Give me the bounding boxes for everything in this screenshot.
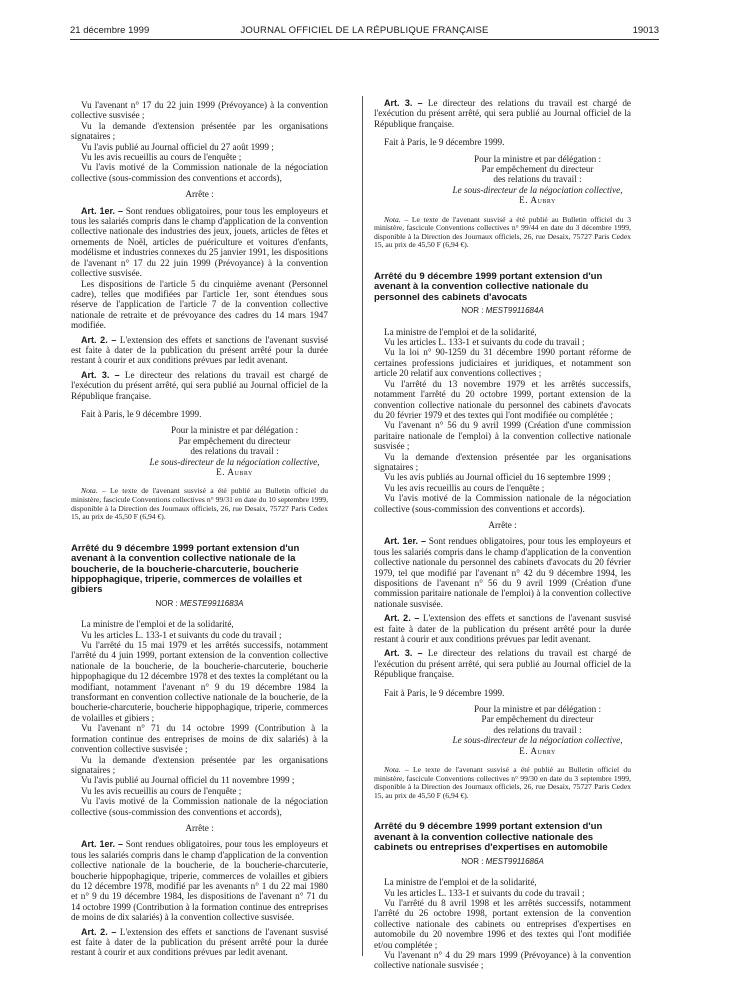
decree-title: Arrêté du 9 décembre 1999 portant extension d'un avenant à la convention collective nationale du personnel des cabinets d'avocats (374, 271, 603, 303)
nor-reference (71, 599, 328, 609)
article-1 (374, 536, 631, 609)
article-label: Art. 3. – (384, 98, 423, 108)
article-label: Art. 2. – (81, 334, 117, 345)
arrete-heading: Arrête : (185, 189, 214, 200)
nor-label: NOR : (155, 598, 178, 608)
article-label: Art. 1er. – (81, 205, 123, 216)
left-column (71, 100, 328, 958)
nor-label: NOR : (461, 856, 484, 866)
signature-line: Pour la ministre et par délégation : (473, 704, 602, 715)
nota-label: Nota. (384, 765, 401, 775)
nor-code: MEST9911686A (485, 856, 544, 866)
article-label: Art. 2. – (384, 613, 420, 624)
article-text: L'extension des effets et sanctions de l'avenant susvisé est faite à dater de la publication du présent arrêté pour la durée restant à courir et aux conditions prévues par ledit avenant. (71, 926, 329, 958)
paragraph: Vu les articles L. 133-1 et suivants du code du travail ; (384, 887, 585, 898)
paragraph: Vu l'avis publié au Journal officiel du 27 août 1999 ; (81, 141, 274, 152)
paragraph: Vu la demande d'extension présentée par les organisations signataires ; (374, 451, 631, 472)
nor-reference (374, 857, 631, 867)
article-text: Le directeur des relations du travail est chargé de l'exécution du présent arrêté, qui sera publié au Journal officiel de la République française. (71, 369, 328, 401)
right-column (374, 98, 631, 971)
nor-code: MEST9911684A (485, 306, 544, 316)
signatory-name: E. Aubry (519, 195, 556, 206)
paragraph: Les dispositions de l'article 5 du cinquième avenant (Personnel cadre), telles que modifiées par l'article 1er, sont étendues sous réserve de l'application de l'article 7 de la convention collective nationale de retraite et de prévoyance des cadres du 14 mars 1947 modifiée. (71, 278, 328, 331)
paragraph: Vu l'avenant n° 17 du 22 juin 1999 (Prévoyance) à la convention collective susvisée ; (71, 100, 328, 121)
arrete-heading: Arrête : (488, 519, 517, 530)
nota-text: – Le texte de l'avenant susvisé a été publié au Bulletin officiel du ministère, fascicule Conventions collectives n° 99/31 en date du 10 septembre 1999, disponible à la Direction des Journaux officiels, 26, rue Desaix, 75727 Paris Cedex 15, au prix de 45,50 F (6,94 €). (71, 486, 328, 522)
article-text: Le directeur des relations du travail est chargé de l'exécution du présent arrêté, qui sera publié au Journal officiel de la République française. (374, 648, 631, 680)
header-journal-title: JOURNAL OFFICIEL DE LA RÉPUBLIQUE FRANÇAISE (240, 25, 489, 36)
header-page-number: 19013 (632, 25, 659, 36)
paragraph: Vu les avis publiés au Journal officiel du 16 septembre 1999 ; (384, 472, 611, 483)
nota-note (71, 487, 328, 521)
signature-place-date: Fait à Paris, le 9 décembre 1999. (81, 408, 202, 419)
signature-line: Par empêchement du directeur (178, 435, 291, 446)
paragraph: Vu l'avis motivé de la Commission nationale de la négociation collective (sous-commission des conventions et accords), (71, 162, 328, 183)
paragraph: Vu les avis recueillis au cours de l'enquête ; (81, 785, 242, 796)
article-text: Sont rendues obligatoires, pour tous les employeurs et tous les salariés compris dans le champ d'application de la convention collective nationale du personnel des cabinets d'avocats du 20 février 1979, tel que modifié par l'avenant n° 42 du 9 décembre 1994, les dispositions de l'avenant n° 56 du 9 avril 1999 (Création d'une commission paritaire nationale de l'emploi) à la convention collective nationale susvisée. (374, 536, 631, 609)
article-label: Art. 1er. – (81, 839, 123, 850)
paragraph: Vu les articles L. 133-1 et suivants du code du travail ; (384, 337, 585, 348)
signature-line: Par empêchement du directeur (481, 164, 594, 175)
header-date: 21 décembre 1999 (70, 25, 150, 36)
paragraph: Vu les avis recueillis au cours de l'enquête ; (384, 482, 545, 493)
article-2 (374, 613, 631, 644)
paragraph: La ministre de l'emploi et de la solidarité, (384, 877, 537, 888)
article-2 (71, 927, 328, 958)
signatory-name: E. Aubry (216, 467, 253, 477)
paragraph: Vu l'avenant n° 56 du 9 avril 1999 (Création d'une commission paritaire nationale de l'emploi) à la convention collective nationale susvisée ; (374, 420, 631, 452)
paragraph: Vu les articles L. 133-1 et suivants du code du travail ; (81, 629, 282, 640)
paragraph: Vu l'avis publié au Journal officiel du 11 novembre 1999 ; (81, 775, 295, 786)
page-header (70, 25, 659, 40)
article-text: Sont rendues obligatoires, pour tous les employeurs et tous les salariés compris dans le champ d'application de la convention collective nationale des industries des jeux, jouets, articles de fêtes et ornements de Noël, articles de puériculture et voitures d'enfants, modélisme et industries connexes du 25 janvier 1991, les dispositions de l'avenant n° 17 du 22 juin 1999 (Prévoyance) à la convention collective susvisée. (71, 205, 328, 279)
signature-place-date: Fait à Paris, le 9 décembre 1999. (384, 687, 505, 698)
decree-title: Arrêté du 9 décembre 1999 portant extension d'un avenant à la convention collective nationale de la boucherie, de la boucherie-charcuterie, boucherie hippophagique, triperie, commerces de volailles et gibiers (71, 542, 302, 596)
decree-title: Arrêté du 9 décembre 1999 portant extension d'un avenant à la convention collective nationale des cabinets ou entreprises d'expertises en automobile (374, 821, 608, 854)
signature-title: Le sous-directeur de la négociation collective, (452, 735, 623, 746)
signature-line: Pour la ministre et par délégation : (170, 425, 299, 436)
signature-line: des relations du travail : (493, 724, 582, 735)
paragraph: Vu la demande d'extension présentée par les organisations signataires ; (71, 120, 328, 142)
article-1 (71, 839, 328, 922)
signature-line: des relations du travail : (190, 446, 279, 457)
signature-line: Pour la ministre et par délégation : (473, 153, 602, 164)
article-label: Art. 3. – (384, 648, 423, 659)
nor-reference (374, 306, 631, 316)
column-divider (362, 96, 363, 956)
article-text: Sont rendues obligatoires, pour tous les employeurs et tous les salariés compris dans le champ d'application de la convention collective nationale de la boucherie, de la boucherie-charcuterie, boucherie hippophagique, triperie, commerces de volailles et gibiers du 12 décembre 1978, modifié par les avenants n° 1 du 22 mai 1980 et n° 9 du 19 décembre 1984, les dispositions de l'avenant n° 71 du 14 octobre 1999 (Contribution à la formation continue des entreprises de moins de dix salariés) à la convention collective susvisée. (71, 839, 328, 923)
article-3 (374, 98, 631, 129)
nota-label: Nota. (81, 486, 98, 496)
paragraph: Vu l'arrêté du 8 avril 1998 et les arrêtés successifs, notamment l'arrêté du 26 octobre 1998, portant extension de la convention collective nationale des cabinets ou entreprises d'expertises en automobile du 20 novembre 1996 et des textes qui l'ont modifiée et/ou complétée ; (374, 897, 631, 950)
signature-title: Le sous-directeur de la négociation collective, (452, 184, 623, 195)
article-3 (71, 370, 328, 401)
signature-block (374, 154, 631, 206)
paragraph: Vu les avis recueillis au cours de l'enquête ; (81, 152, 242, 163)
article-label: Art. 1er. – (384, 536, 426, 547)
article-text: Le directeur des relations du travail est chargé de l'exécution du présent arrêté, qui sera publié au Journal officiel de la République française. (374, 98, 631, 129)
nor-label: NOR : (461, 306, 484, 316)
paragraph: La ministre de l'emploi et de la solidarité, (81, 619, 234, 630)
signatory-name: E. Aubry (519, 745, 556, 756)
paragraph: La ministre de l'emploi et de la solidarité, (384, 326, 537, 337)
nota-note (374, 216, 631, 250)
nota-text: – Le texte de l'avenant susvisé a été publié au Bulletin officiel du 3 ministère, fascicule Conventions collectives n° 99/44 en date du 3 décembre 1999, disponible à la Direction des Journaux officiels, 26, rue Desaix, 75727 Paris Cedex 15, au prix de 45,50 F (6,94 €). (374, 214, 631, 250)
article-1 (71, 206, 328, 279)
signature-block (71, 425, 328, 477)
signature-place-date: Fait à Paris, le 9 décembre 1999. (384, 137, 505, 148)
article-label: Art. 2. – (81, 926, 117, 937)
article-text: L'extension des effets et sanctions de l'avenant susvisé est faite à dater de la publication du présent arrêté pour la durée restant à courir et aux conditions prévues par ledit avenant. (71, 334, 329, 366)
nor-code: MESTE9911683A (180, 598, 244, 608)
nota-label: Nota. (384, 214, 401, 224)
paragraph: Vu l'avis motivé de la Commission nationale de la négociation collective (sous-commission des conventions et accords), (71, 796, 328, 817)
article-text: L'extension des effets et sanctions de l'avenant susvisé est faite à dater de la publication du présent arrêté pour la durée restant à courir et aux conditions prévues par ledit avenant. (374, 613, 632, 645)
arrete-heading: Arrête : (185, 822, 214, 833)
article-label: Art. 3. – (81, 369, 120, 380)
paragraph: Vu l'arrêté du 13 novembre 1979 et les arrêtés successifs, notamment l'arrêté du 20 octobre 1999, portant extension de la convention collective nationale du personnel des cabinets d'avocats du 20 février 1979 et des textes qui l'ont modifiée ou complétée ; (374, 378, 631, 420)
paragraph: Vu l'avis motivé de la Commission nationale de la négociation collective (sous-commission des conventions et accords). (374, 493, 631, 514)
paragraph: Vu l'avenant n° 4 du 29 mars 1999 (Prévoyance) à la convention collective nationale susvisée ; (374, 949, 631, 971)
nota-note (374, 766, 631, 800)
article-3 (374, 648, 631, 679)
signature-title: Le sous-directeur de la négociation collective, (149, 456, 320, 467)
nota-text: – Le texte de l'avenant susvisé a été publié au Bulletin officiel du ministère, fascicule Conventions collectives n° 99/30 en date du 3 septembre 1999, disponible à la Direction des Journaux officiels, 26, rue Desaix, 75727 Paris Cedex 15, au prix de 45,50 F (6,94 €). (374, 765, 631, 800)
article-2 (71, 335, 328, 366)
paragraph: Vu l'arrêté du 15 mai 1979 et les arrêtés successifs, notamment l'arrêté du 4 juin 1999, portant extension de la convention collective nationale de la boucherie, de la boucherie-charcuterie, boucherie hippophagique du 12 décembre 1978 et des textes la complétant ou la modifiant, notamment l'avenant n° 9 du 19 décembre 1984 la transformant en convention collective nationale de la boucherie, de la boucherie-charcuterie, boucherie hippophagique, triperie, commerces de volailles et gibiers ; (71, 640, 328, 723)
paragraph: Vu la loi n° 90-1259 du 31 décembre 1990 portant réforme de certaines professions judiciaires et juridiques, et notamment son article 20 relatif aux conventions collectives ; (374, 347, 631, 379)
signature-line: Par empêchement du directeur (481, 714, 594, 725)
signature-line: des relations du travail : (493, 174, 582, 185)
signature-block (374, 704, 631, 756)
paragraph: Vu l'avenant n° 71 du 14 octobre 1999 (Contribution à la formation continue des entreprises de moins de dix salariés) à la convention collective susvisée ; (71, 723, 328, 755)
paragraph: Vu la demande d'extension présentée par les organisations signataires ; (71, 754, 328, 775)
